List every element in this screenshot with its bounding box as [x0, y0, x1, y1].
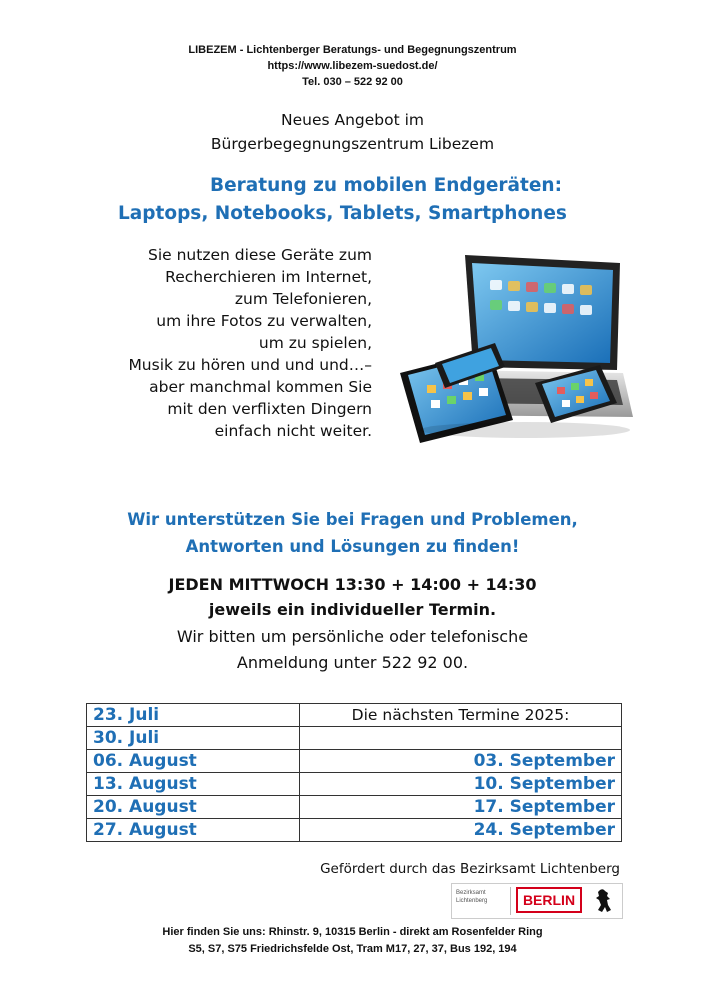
date-cell: 20. August — [87, 796, 300, 819]
schedule-registration-1: Wir bitten um persönliche oder telefonische — [176, 627, 529, 646]
schedule-times: JEDEN MITTWOCH 13:30 + 14:00 + 14:30 — [168, 575, 537, 594]
body-text — [60, 244, 372, 442]
body-line: Musik zu hören und und und…– — [128, 356, 372, 374]
date-cell: 03. September — [300, 750, 622, 773]
table-row — [87, 704, 622, 727]
schedule-individual: jeweils ein individueller Termin. — [208, 600, 497, 619]
table-row — [87, 819, 622, 842]
title-line-1: Beratung zu mobilen Endgeräten: — [210, 175, 562, 196]
berlin-wordmark: BERLIN — [516, 887, 582, 913]
date-cell: 17. September — [300, 796, 622, 819]
date-cell: 10. September — [300, 773, 622, 796]
berlin-bear-icon — [594, 888, 614, 914]
org-name: LIBEZEM - Lichtenberger Beratungs- und Begegnungszentrum — [188, 44, 517, 56]
logo-text-small: Lichtenberg — [456, 898, 488, 904]
devices-illustration — [395, 245, 635, 445]
date-cell — [300, 727, 622, 750]
body-line: Sie nutzen diese Geräte zum — [148, 246, 372, 264]
logo-text-small: Bezirksamt — [456, 890, 486, 896]
body-line: mit den verflixten Dingern — [167, 400, 372, 418]
table-row — [87, 773, 622, 796]
date-cell: 30. Juli — [87, 727, 300, 750]
date-cell: 27. August — [87, 819, 300, 842]
body-line: aber manchmal kommen Sie — [149, 378, 372, 396]
schedule-registration-2: Anmeldung unter 522 92 00. — [236, 653, 469, 672]
phone-number: Tel. 030 – 522 92 00 — [302, 76, 403, 88]
body-line: Recherchieren im Internet, — [165, 268, 372, 286]
intro-line-2: Bürgerbegegnungszentrum Libezem — [210, 135, 495, 153]
title-line-2: Laptops, Notebooks, Tablets, Smartphones — [118, 203, 567, 224]
sponsor-text: Gefördert durch das Bezirksamt Lichtenberg — [320, 861, 620, 877]
table-row — [87, 796, 622, 819]
footer-address: Hier finden Sie uns: Rhinstr. 9, 10315 Berlin - direkt am Rosenfelder Ring — [162, 926, 543, 938]
date-cell: 23. Juli — [87, 704, 300, 727]
date-cell: 24. September — [300, 819, 622, 842]
table-row — [87, 727, 622, 750]
date-cell: 06. August — [87, 750, 300, 773]
table-row — [87, 750, 622, 773]
body-line: um zu spielen, — [258, 334, 372, 352]
website-url[interactable]: https://www.libezem-suedost.de/ — [267, 60, 438, 72]
intro-line-1: Neues Angebot im — [280, 111, 425, 129]
date-cell: 13. August — [87, 773, 300, 796]
table-heading: Die nächsten Termine 2025: — [300, 704, 622, 727]
support-line-1: Wir unterstützen Sie bei Fragen und Problemen, — [127, 510, 578, 529]
support-line-2: Antworten und Lösungen zu finden! — [185, 537, 520, 556]
dates-table — [86, 703, 622, 842]
body-line: um ihre Fotos zu verwalten, — [156, 312, 372, 330]
body-line: einfach nicht weiter. — [214, 422, 372, 440]
body-line: zum Telefonieren, — [234, 290, 372, 308]
logo-divider — [510, 887, 511, 915]
bezirksamt-logo — [451, 883, 623, 919]
footer-transit: S5, S7, S75 Friedrichsfelde Ost, Tram M17, 27, 37, Bus 192, 194 — [188, 943, 517, 955]
